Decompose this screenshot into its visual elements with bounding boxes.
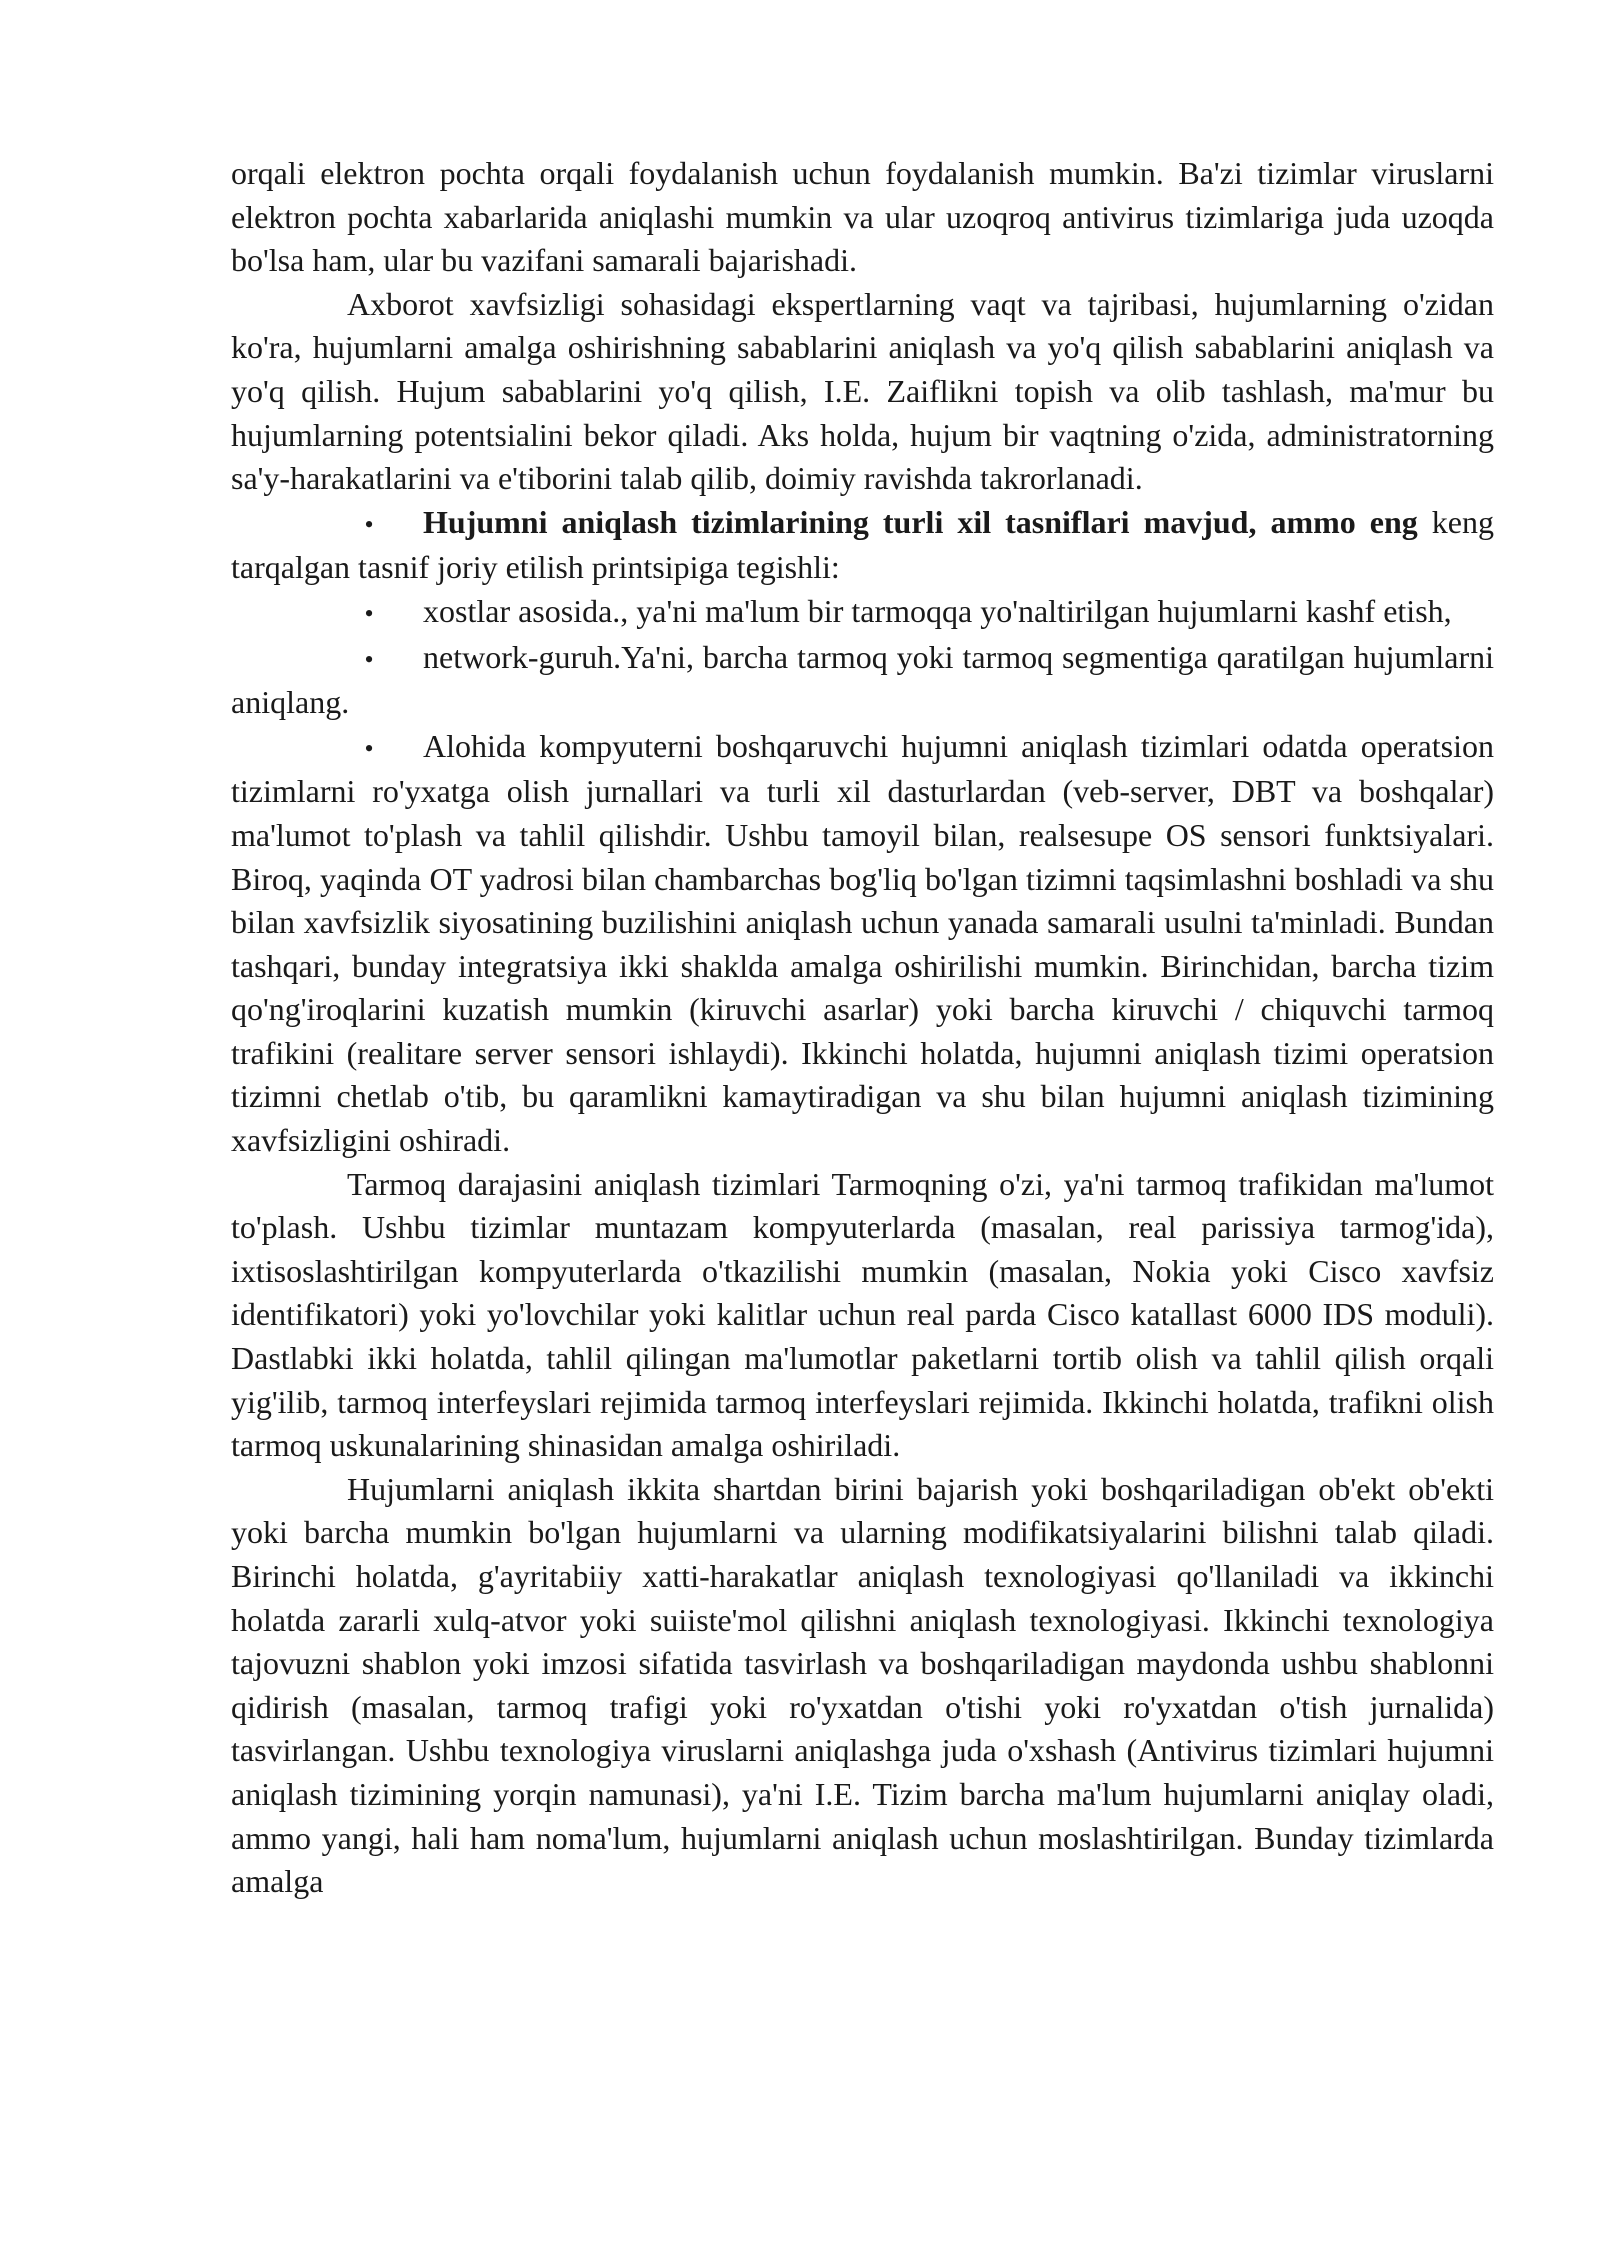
paragraph-2: Axborot xavfsizligi sohasidagi ekspertlarning vaqt va tajribasi, hujumlarning o'zidan ko'ra, hujumlarni amalga oshirishning sabablarini aniqlash va yo'q qilish sabablarini aniqlash va yo'q qilish. Hujum sabablarini yo'q qilish, I.E. Zaiflikni topish va olib tashlash, ma'mur bu hujumlarning potentsialini bekor qiladi. Aks holda, hujum bir vaqtning o'zida, administratorning sa'y-harakatlarini va e'tiborini talab qilib, doimiy ravishda takrorlanadi.: [231, 285, 1494, 497]
bullet-icon: •: [364, 644, 374, 674]
bullet-icon: •: [364, 509, 374, 539]
bullet-item-3-text: network-guruh.Ya'ni, barcha tarmoq yoki tarmoq segmentiga qaratilgan hujumlarni aniqlang.: [231, 638, 1494, 721]
paragraph-3: Tarmoq darajasini aniqlash tizimlari Tarmoqning o'zi, ya'ni tarmoq trafikidan ma'lumot to'plash. Ushbu tizimlar muntazam kompyuterlarda (masalan, real parissiya tarmog'ida), ixtisoslashtirilgan kompyuterlarda o'tkazilishi mumkin (masalan, Nokia yoki Cisco xavfsiz identifikatori) yoki yo'lovchilar yoki kalitlar uchun real parda Cisco katallast 6000 IDS moduli). Dastlabki ikki holatda, tahlil qilingan ma'lumotlar paketlarni tortib olish va tahlil qilish orqali yig'ilib, tarmoq interfeyslari rejimida tarmoq interfeyslari rejimida. Ikkinchi holatda, trafikni olish tarmoq uskunalarining shinasidan amalga oshiriladi.: [231, 1165, 1494, 1464]
bullet-item-2: [231, 590, 1494, 636]
bullet-icon: •: [364, 598, 374, 628]
bullet-item-1-text: keng tarqalgan tasnif joriy etilish printsipiga tegishli:: [231, 503, 1495, 586]
bullet-item-4-text: Alohida kompyuterni boshqaruvchi hujumni aniqlash tizimlari odatda operatsion tizimlarni ro'yxatga olish jurnallari va turli xil dasturlardan (veb-server, DBT va boshqalar) ma'lumot to'plash va tahlil qilishdir. Ushbu tamoyil bilan, realsesupe OS sensori funktsiyalari. Biroq, yaqinda OT yadrosi bilan chambarchas bog'liq bo'lgan tizimni taqsimlashni boshladi va shu bilan xavfsizlik siyosatining buzilishini aniqlash uchun yanada samarali usulni ta'minladi. Bundan tashqari, bunday integratsiya ikki shaklda amalga oshirilishi mumkin. Birinchidan, barcha tizim qo'ng'iroqlarini kuzatish mumkin (kiruvchi asarlar) yoki barcha kiruvchi / chiquvchi tarmoq trafikini (realitare server sensori ishlaydi). Ikkinchi holatda, hujumni aniqlash tizimi operatsion tizimni chetlab o'tib, bu qaramlikni kamaytiradigan va shu bilan hujumni aniqlash tizimining xavfsizligini oshiradi.: [231, 727, 1494, 1159]
document-page: [231, 152, 1494, 1904]
bullet-item-2-text: xostlar asosida., ya'ni ma'lum bir tarmoqqa yo'naltirilgan hujumlarni kashf etish,: [423, 592, 1452, 629]
bullet-icon: •: [364, 733, 374, 763]
paragraph-4: Hujumlarni aniqlash ikkita shartdan birini bajarish yoki boshqariladigan ob'ekt ob'ekti yoki barcha mumkin bo'lgan hujumlarni va ularning modifikatsiyalarini bilishni talab qiladi. Birinchi holatda, g'ayritabiiy xatti-harakatlar aniqlash texnologiyasi qo'llaniladi va ikkinchi holatda zararli xulq-atvor yoki suiiste'mol qilishni aniqlash texnologiyasi. Ikkinchi texnologiya tajovuzni shablon yoki imzosi sifatida tasvirlash va boshqariladigan maydonda ushbu shablonni qidirish (masalan, tarmoq trafigi yoki ro'yxatdan o'tishi yoki ro'yxatdan o'tish jurnalida) tasvirlangan. Ushbu texnologiya viruslarni aniqlashga juda o'xshash (Antivirus tizimlari hujumni aniqlash tizimining yorqin namunasi), ya'ni I.E. Tizim barcha ma'lum hujumlarni aniqlay oladi, ammo yangi, hali ham noma'lum, hujumlarni aniqlash uchun moslashtirilgan. Bunday tizimlarda amalga: [231, 1470, 1494, 1900]
bullet-item-1: [231, 501, 1494, 590]
paragraph-1: orqali elektron pochta orqali foydalanish uchun foydalanish mumkin. Ba'zi tizimlar viruslarni elektron pochta xabarlarida aniqlashi mumkin va ular uzoqroq antivirus tizimlariga juda uzoqda bo'lsa ham, ular bu vazifani samarali bajarishadi.: [231, 155, 1494, 279]
bullet-item-3: [231, 636, 1494, 725]
bullet-item-1-bold: Hujumni aniqlash tizimlarining turli xil tasniflari mavjud, ammo eng: [423, 503, 1418, 540]
bullet-item-4: [231, 725, 1494, 1163]
